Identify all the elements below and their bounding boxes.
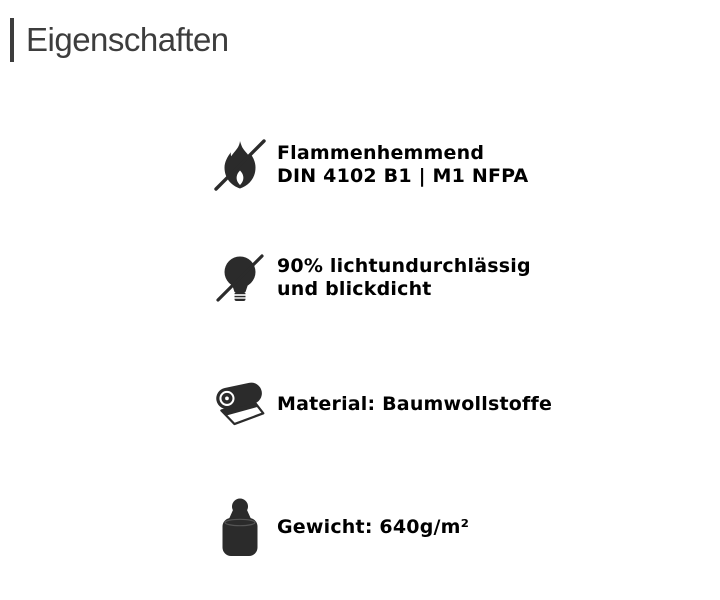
feature-line: Material: Baumwollstoffe: [277, 392, 553, 415]
feature-text: [277, 393, 552, 416]
feature-text: [277, 142, 528, 188]
feature-row-light-blocking: [213, 250, 531, 306]
flame-crossed-icon: [213, 138, 267, 192]
fabric-roll-icon: [213, 380, 267, 428]
page-header: [10, 18, 229, 62]
feature-line: Flammenhemmend: [277, 142, 485, 164]
feature-line: und blickdicht: [277, 278, 432, 300]
feature-line: 90% lichtundurchlässig: [277, 255, 531, 277]
feature-line: DIN 4102 B1 | M1 NFPA: [277, 165, 529, 187]
feature-text: [277, 255, 531, 301]
bulb-crossed-icon: [213, 251, 267, 305]
feature-line: Gewicht: 640g/m²: [277, 515, 470, 538]
feature-text: [277, 516, 469, 539]
weight-icon: [213, 497, 267, 557]
header-accent-bar: [10, 18, 14, 62]
feature-row-flame-retardant: [213, 137, 528, 193]
feature-row-material: [213, 381, 552, 427]
feature-row-weight: [213, 497, 469, 557]
page-title: Eigenschaften: [26, 21, 229, 58]
